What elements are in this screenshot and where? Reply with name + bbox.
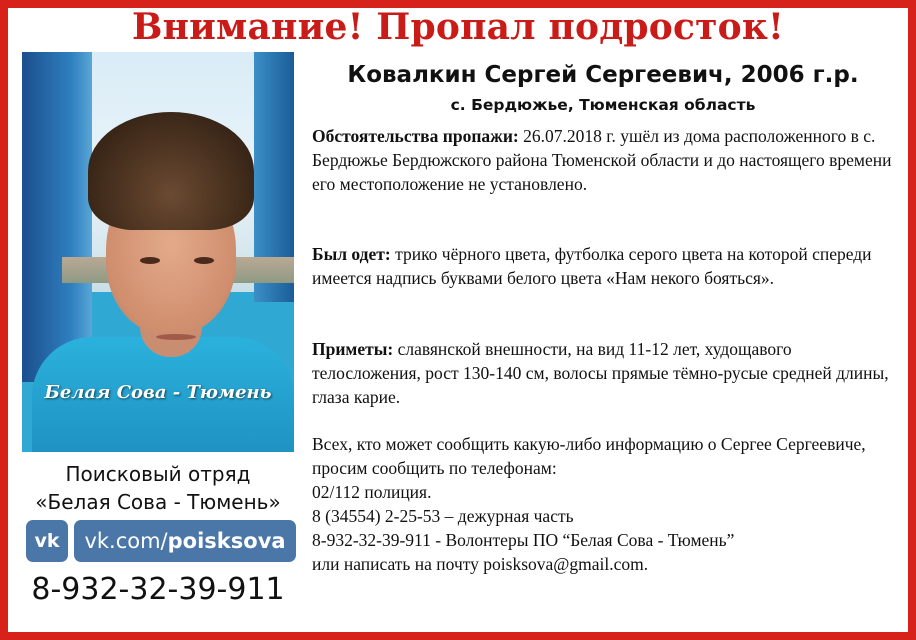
circumstances-paragraph [312,124,904,196]
contact-line: 8 (34554) 2-25-53 – дежурная часть [312,506,574,526]
circumstances-text: 26.07.2018 г. ушёл из дома расположенного в с. Бердюжье Бердюжского района Тюменской области и до настоящего времени его местоположение не установлено. [312,126,892,194]
photo-mouth [156,334,196,340]
vk-url-prefix: vk.com/ [84,529,168,553]
team-name: «Белая Сова - Тюмень» [35,490,281,514]
contact-line: 02/112 полиция. [312,482,432,502]
features-label: Приметы: [312,339,394,359]
circumstances-label: Обстоятельства пропажи: [312,126,519,146]
clothing-text: трико чёрного цвета, футболка серого цвета на которой спереди имеется надпись буквами белого цвета «Нам некого бояться». [312,244,872,288]
contact-paragraph [312,432,904,576]
photo-hair [88,112,254,230]
vk-url-name: poisksova [167,529,286,553]
clothing-label: Был одет: [312,244,391,264]
contact-phone: 8-932-32-39-911 [31,572,285,607]
person-name: Ковалкин Сергей Сергеевич, 2006 г.р. [347,62,859,88]
features-text: славянской внешности, на вид 11-12 лет, худощавого телосложения, рост 130-140 см, волосы прямые тёмно-русые средней длины, глаза карие. [312,339,889,407]
photo-eye-left [140,257,160,264]
team-label: Поисковый отряд [65,462,251,486]
headline: Внимание! Пропал подросток! [131,6,785,48]
clothing-paragraph [312,242,904,290]
vk-logo-icon[interactable]: vk [26,520,68,562]
contact-intro: Всех, кто может сообщить какую-либо информацию о Сергее Сергеевиче, просим сообщить по телефонам: [312,434,866,478]
photo-eye-right [194,257,214,264]
features-paragraph [312,337,904,409]
missing-person-photo [22,52,294,452]
photo-panel-left [22,52,92,382]
contact-line: или написать на почту poisksova@gmail.com. [312,554,649,574]
person-location: с. Бердюжье, Тюменская область [450,96,756,114]
photo-watermark: Белая Сова - Тюмень [44,382,272,403]
contact-line: 8-932-32-39-911 - Волонтеры ПО “Белая Сова - Тюмень” [312,530,735,550]
vk-link[interactable] [74,520,296,562]
